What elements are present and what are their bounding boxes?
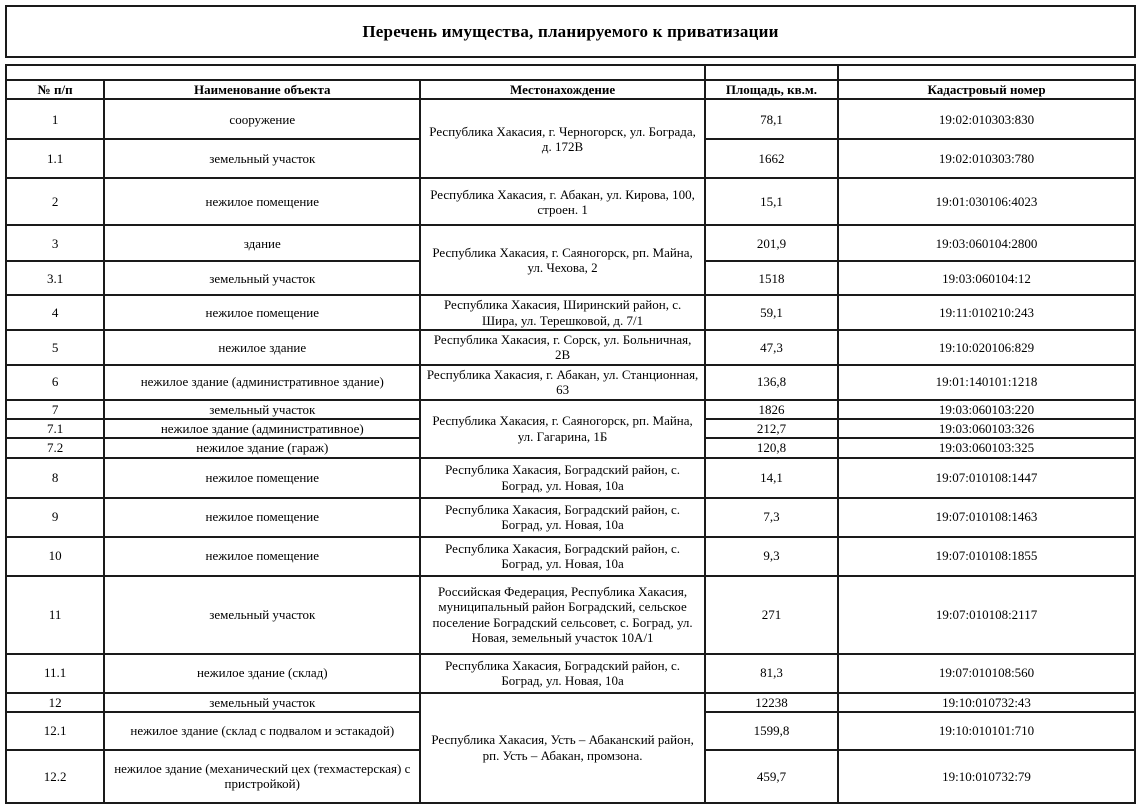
spacer-cell-area [705, 65, 838, 80]
object-name-cell: сооружение [104, 99, 420, 139]
row-number-cell: 11.1 [6, 654, 104, 693]
row-number-cell: 12 [6, 693, 104, 712]
row-number-cell: 12.2 [6, 750, 104, 803]
cadastral-number-cell: 19:01:030106:4023 [838, 178, 1135, 225]
object-name-cell: земельный участок [104, 139, 420, 178]
location-cell: Республика Хакасия, Боградский район, с. Боград, ул. Новая, 10а [420, 498, 705, 537]
location-cell: Республика Хакасия, г. Сорск, ул. Больничная, 2В [420, 330, 705, 365]
cadastral-number-cell: 19:10:010101:710 [838, 712, 1135, 750]
row-number-cell: 1 [6, 99, 104, 139]
cadastral-number-cell: 19:10:010732:43 [838, 693, 1135, 712]
cadastral-number-cell: 19:03:060104:2800 [838, 225, 1135, 261]
spacer-cell-cadastral [838, 65, 1135, 80]
cadastral-number-cell: 19:07:010108:560 [838, 654, 1135, 693]
object-name-cell: нежилое здание [104, 330, 420, 365]
object-name-cell: земельный участок [104, 693, 420, 712]
row-number-cell: 1.1 [6, 139, 104, 178]
cadastral-number-cell: 19:03:060104:12 [838, 261, 1135, 295]
area-cell: 47,3 [705, 330, 838, 365]
object-name-cell: нежилое помещение [104, 295, 420, 330]
location-cell: Республика Хакасия, Ширинский район, с. Шира, ул. Терешковой, д. 7/1 [420, 295, 705, 330]
table-row [6, 654, 1135, 693]
location-cell: Республика Хакасия, Боградский район, с. Боград, ул. Новая, 10а [420, 537, 705, 576]
row-number-cell: 3.1 [6, 261, 104, 295]
object-name-cell: здание [104, 225, 420, 261]
header-num: № п/п [6, 80, 104, 99]
table-row [6, 330, 1135, 365]
location-cell: Республика Хакасия, г. Саяногорск, рп. Майна, ул. Чехова, 2 [420, 225, 705, 295]
area-cell: 1826 [705, 400, 838, 419]
location-cell: Республика Хакасия, Усть – Абаканский район, рп. Усть – Абакан, промзона. [420, 693, 705, 803]
document-title-box [5, 5, 1136, 58]
area-cell: 9,3 [705, 537, 838, 576]
area-cell: 1662 [705, 139, 838, 178]
object-name-cell: земельный участок [104, 576, 420, 654]
object-name-cell: нежилое здание (гараж) [104, 438, 420, 457]
row-number-cell: 7.1 [6, 419, 104, 438]
location-cell: Республика Хакасия, Боградский район, с. Боград, ул. Новая, 10а [420, 458, 705, 498]
location-cell: Республика Хакасия, г. Абакан, ул. Станционная, 63 [420, 365, 705, 400]
area-cell: 14,1 [705, 458, 838, 498]
row-number-cell: 4 [6, 295, 104, 330]
table-header [6, 65, 1135, 99]
cadastral-number-cell: 19:10:020106:829 [838, 330, 1135, 365]
area-cell: 136,8 [705, 365, 838, 400]
cadastral-number-cell: 19:10:010732:79 [838, 750, 1135, 803]
location-cell: Российская Федерация, Республика Хакасия, муниципальный район Боградский, сельское поселение Боградский сельсовет, с. Боград, ул. Новая, земельный участок 10А/1 [420, 576, 705, 654]
cadastral-number-cell: 19:07:010108:1463 [838, 498, 1135, 537]
table-body [6, 99, 1135, 803]
table-row [6, 537, 1135, 576]
table-row [6, 498, 1135, 537]
object-name-cell: нежилое помещение [104, 537, 420, 576]
header-area: Площадь, кв.м. [705, 80, 838, 99]
object-name-cell: нежилое здание (механический цех (техмастерская) с пристройкой) [104, 750, 420, 803]
header-cadastral: Кадастровый номер [838, 80, 1135, 99]
table-row [6, 693, 1135, 712]
cadastral-number-cell: 19:07:010108:1447 [838, 458, 1135, 498]
object-name-cell: земельный участок [104, 261, 420, 295]
area-cell: 1599,8 [705, 712, 838, 750]
row-number-cell: 10 [6, 537, 104, 576]
area-cell: 201,9 [705, 225, 838, 261]
cadastral-number-cell: 19:03:060103:326 [838, 419, 1135, 438]
header-location: Местонахождение [420, 80, 705, 99]
table-row [6, 99, 1135, 139]
table-row [6, 295, 1135, 330]
location-cell: Республика Хакасия, г. Черногорск, ул. Бограда, д. 172В [420, 99, 705, 178]
row-number-cell: 7 [6, 400, 104, 419]
area-cell: 1518 [705, 261, 838, 295]
row-number-cell: 9 [6, 498, 104, 537]
row-number-cell: 2 [6, 178, 104, 225]
spacer-cell-left [6, 65, 705, 80]
cadastral-number-cell: 19:07:010108:1855 [838, 537, 1135, 576]
table-row [6, 225, 1135, 261]
header-object-name: Наименование объекта [104, 80, 420, 99]
area-cell: 78,1 [705, 99, 838, 139]
object-name-cell: нежилое помещение [104, 498, 420, 537]
object-name-cell: нежилое помещение [104, 458, 420, 498]
privatization-table [5, 64, 1136, 804]
table-row [6, 178, 1135, 225]
row-number-cell: 8 [6, 458, 104, 498]
area-cell: 81,3 [705, 654, 838, 693]
cadastral-number-cell: 19:02:010303:830 [838, 99, 1135, 139]
area-cell: 459,7 [705, 750, 838, 803]
row-number-cell: 3 [6, 225, 104, 261]
row-number-cell: 7.2 [6, 438, 104, 457]
document-title: Перечень имущества, планируемого к приватизации [362, 21, 779, 41]
row-number-cell: 11 [6, 576, 104, 654]
row-number-cell: 6 [6, 365, 104, 400]
cadastral-number-cell: 19:11:010210:243 [838, 295, 1135, 330]
spacer-row [6, 65, 1135, 80]
location-cell: Республика Хакасия, г. Саяногорск, рп. Майна, ул. Гагарина, 1Б [420, 400, 705, 458]
cadastral-number-cell: 19:07:010108:2117 [838, 576, 1135, 654]
object-name-cell: нежилое помещение [104, 178, 420, 225]
area-cell: 59,1 [705, 295, 838, 330]
table-row [6, 458, 1135, 498]
object-name-cell: нежилое здание (административное здание) [104, 365, 420, 400]
cadastral-number-cell: 19:01:140101:1218 [838, 365, 1135, 400]
object-name-cell: земельный участок [104, 400, 420, 419]
location-cell: Республика Хакасия, г. Абакан, ул. Кирова, 100, строен. 1 [420, 178, 705, 225]
area-cell: 7,3 [705, 498, 838, 537]
row-number-cell: 5 [6, 330, 104, 365]
object-name-cell: нежилое здание (склад с подвалом и эстакадой) [104, 712, 420, 750]
area-cell: 212,7 [705, 419, 838, 438]
area-cell: 12238 [705, 693, 838, 712]
cadastral-number-cell: 19:03:060103:220 [838, 400, 1135, 419]
cadastral-number-cell: 19:02:010303:780 [838, 139, 1135, 178]
area-cell: 271 [705, 576, 838, 654]
object-name-cell: нежилое здание (административное) [104, 419, 420, 438]
area-cell: 120,8 [705, 438, 838, 457]
table-row [6, 576, 1135, 654]
object-name-cell: нежилое здание (склад) [104, 654, 420, 693]
header-row [6, 80, 1135, 99]
table-row [6, 365, 1135, 400]
area-cell: 15,1 [705, 178, 838, 225]
cadastral-number-cell: 19:03:060103:325 [838, 438, 1135, 457]
row-number-cell: 12.1 [6, 712, 104, 750]
location-cell: Республика Хакасия, Боградский район, с. Боград, ул. Новая, 10а [420, 654, 705, 693]
table-row [6, 400, 1135, 419]
